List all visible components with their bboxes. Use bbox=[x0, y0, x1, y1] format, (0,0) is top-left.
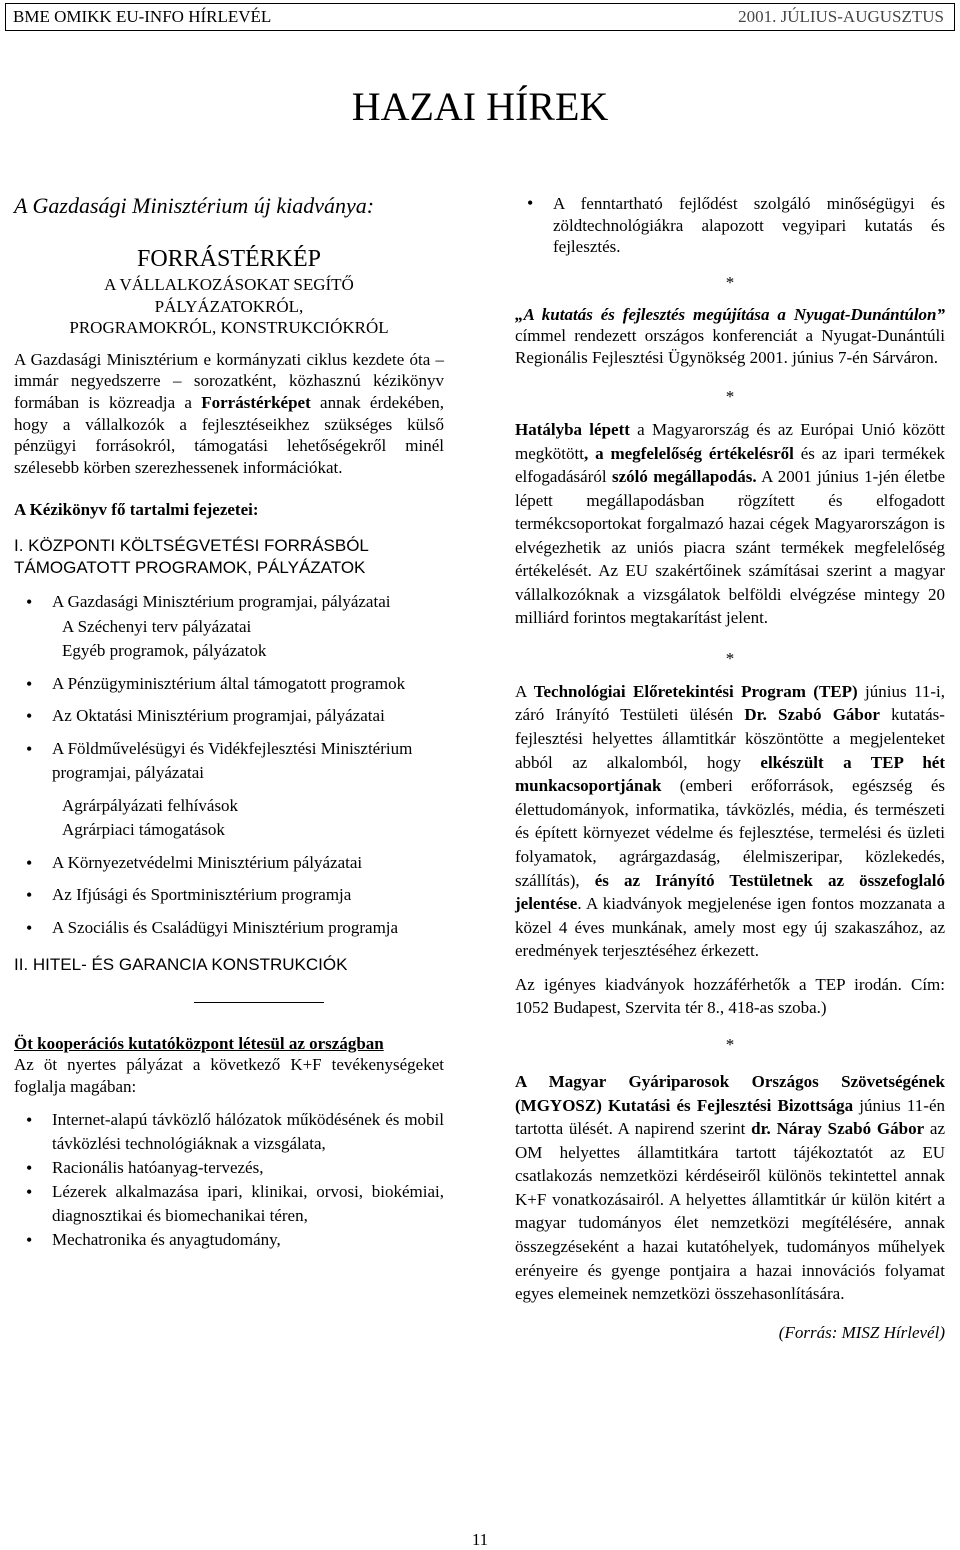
book-subtitle-line: A VÁLLALKOZÁSOKAT SEGÍTŐ bbox=[104, 275, 354, 294]
chapter-1-heading: I. KÖZPONTI KÖLTSÉGVETÉSI FORRÁSBÓL TÁMOGATOTT PROGRAMOK, PÁLYÁZATOK bbox=[14, 535, 369, 577]
source-note: (Forrás: MISZ Hírlevél) bbox=[778, 1322, 945, 1342]
list-item: • Az Oktatási Minisztérium programjai, pályázatai bbox=[14, 704, 444, 729]
article-subtitle: A Gazdasági Minisztérium új kiadványa: bbox=[14, 193, 375, 218]
book-subtitle-line: PÁLYÁZATOKRÓL, bbox=[154, 296, 304, 316]
coop-heading: Öt kooperációs kutatóközpont létesül az országban bbox=[14, 1033, 384, 1053]
toc-heading: A Kézikönyv fő tartalmi fejezetei: bbox=[14, 500, 259, 520]
issue-date: 2001. JÚLIUS-AUGUSZTUS bbox=[738, 7, 944, 26]
list-item: • A fenntartható fejlődést szolgáló minőségügyi és zöldtechnológiákra alapozott vegyipari kutatás és fejlesztés. bbox=[515, 193, 945, 258]
chapter-2-heading: II. HITEL- ÉS GARANCIA KONSTRUKCIÓK bbox=[14, 955, 348, 975]
list-item: • Lézerek alkalmazása ipari, klinikai, orvosi, biokémiai, diagnosztikai és biomechanikai téren, bbox=[14, 1180, 444, 1228]
continued-list bbox=[515, 193, 945, 258]
coop-intro: Az öt nyertes pályázat a következő K+F tevékenységeket foglalja magában: bbox=[14, 1055, 444, 1096]
section-divider bbox=[194, 1002, 324, 1003]
list-item: • A Gazdasági Minisztérium programjai, pályázatai bbox=[14, 590, 444, 615]
separator: * bbox=[725, 387, 735, 407]
list-item: • Az Ifjúsági és Sportminisztérium programja bbox=[14, 883, 444, 908]
tep-paragraph: A Technológiai Előretekintési Program (TEP) június 11-i, záró Irányító Testületi ülésén Dr. Szabó Gábor kutatás-fejlesztési helyettes államtitkár köszöntötte a megjelenteket abból az alkalomból, hogy elkészült a TEP hét munkacsoportjának (emberi erőforrások, egészség és élettudományok, informatika, távközlés, média, és természeti és épített környezet védelme és fejlesztése, termelési és üzleti folyamatok, agrárgazdaság, élelmiszeripar, közlekedés, szállítás), és az Irányító Testületnek az összefoglaló jelentése. A kiadványok megjelenése igen fontos mozzanata a közel 4 éves munkának, amely most egy új szakaszához, az eredmények terjesztéséhez érkezett. bbox=[515, 681, 946, 961]
list-item: • Racionális hatóanyag-tervezés, bbox=[14, 1156, 444, 1180]
book-subtitle-line: PROGRAMOKRÓL, KONSTRUKCIÓKRÓL bbox=[69, 318, 389, 338]
sub-item: Agrárpiaci támogatások bbox=[62, 820, 225, 840]
tep-access-note: Az igényes kiadványok hozzáférhetők a TEP irodán. Cím: 1052 Budapest, Szervita tér 8., 418-as szoba.) bbox=[515, 974, 945, 1018]
sub-item: Egyéb programok, pályázatok bbox=[62, 641, 267, 661]
right-column bbox=[515, 193, 945, 1343]
page-title: HAZAI HÍREK bbox=[351, 84, 609, 129]
separator: * bbox=[725, 648, 735, 668]
list-item: • Internet-alapú távközlő hálózatok működésének és mobil távközlési technológiáknak a vizsgálata, bbox=[14, 1108, 444, 1156]
eu-agreement-paragraph: Hatályba lépett a Magyarország és az Európai Unió között megkötött, a megfelelőség értékelésről és az ipari termékek elfogadásáról szóló megállapodás. A 2001 június 1-jén életbe lépett megállapodásban rögzített és elfogadott termékcsoportokat forgalmazó hazai cégek Magyarországon is elvégezhetik az uniós piacra szánt termékek megfelelőség értékelését. Az EU szakértőinek számításai szerint a magyar vállalkozóknak a vizsgálatok belföldi elvégzése mintegy 20 milliárd forintos megtakarítást jelent. bbox=[515, 420, 945, 628]
conference-paragraph: „A kutatás és fejlesztés megújítása a Nyugat-Dunántúlon” címmel rendezett országos konferenciát a Nyugat-Dunántúli Regionális Fejlesztési Ügynökség 2001. június 7-én Sárváron. bbox=[515, 304, 945, 367]
list-item: • Mechatronika és anyagtudomány, bbox=[14, 1228, 444, 1252]
sub-item: Agrárpályázati felhívások bbox=[62, 795, 239, 815]
list-item: • A Környezetvédelmi Minisztérium pályázatai bbox=[14, 851, 444, 876]
book-title: FORRÁSTÉRKÉP bbox=[136, 246, 322, 272]
chapter-1-list bbox=[14, 672, 444, 786]
list-item: • A Szociális és Családügyi Minisztérium programja bbox=[14, 916, 444, 941]
list-item: • A Pénzügyminisztérium által támogatott programok bbox=[14, 672, 444, 697]
intro-paragraph: A Gazdasági Minisztérium e kormányzati ciklus kezdete óta – immár negyedszerre – sorozatként, közhasznú kézikönyv formában is közreadja a Forrástérképet annak érdekében, hogy a vállalkozók a fejlesztéseikhez szükséges külső pénzügyi forrásokról, támogatási lehetőségekről minél szélesebb körben szerezhessenek információkat. bbox=[14, 349, 445, 477]
chapter-1-list bbox=[14, 851, 444, 941]
separator: * bbox=[725, 1034, 735, 1054]
list-item: • A Földművelésügyi és Vidékfejlesztési Minisztérium programjai, pályázatai bbox=[14, 737, 444, 786]
left-column bbox=[14, 192, 444, 1252]
chapter-1-list bbox=[14, 590, 444, 615]
running-header bbox=[5, 3, 955, 31]
mgyosz-paragraph: A Magyar Gyáriparosok Országos Szövetségének (MGYOSZ) Kutatási és Fejlesztési Bizottsága június 11-én tartotta ülését. A napirend szerint dr. Náray Szabó Gábor az OM helyettes államtitkára tartott tájékoztatót az EU csatlakozás nemzetközi kérdéseiről különös tekintettel annak K+F vonatkozásairól. A helyettes államtitkár úr külön kitért a magyar tudományos élet nemzetközi megítélésére, annak összegzéseként a hazai kutatóhelyek, tudományos műhelyek erényeire és gyenge pontjaira a hazai innovációs folyamat egyes elemeinek nemzetközi összehasonlítására. bbox=[515, 1071, 946, 1304]
sub-item: A Széchenyi terv pályázatai bbox=[62, 616, 252, 636]
coop-list bbox=[14, 1108, 444, 1252]
separator: * bbox=[725, 272, 735, 292]
newsletter-name: BME OMIKK EU-INFO HÍRLEVÉL bbox=[13, 7, 272, 26]
page-number: 11 bbox=[471, 1530, 489, 1549]
